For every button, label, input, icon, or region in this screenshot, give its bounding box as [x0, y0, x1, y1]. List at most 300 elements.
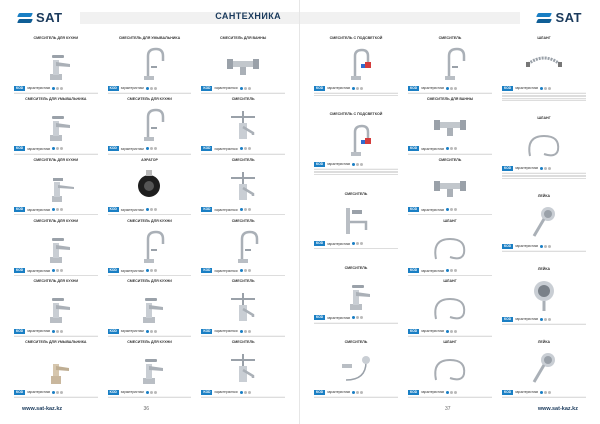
rating-dot	[446, 147, 449, 150]
rating-dot	[150, 330, 153, 333]
rating-dot	[356, 87, 359, 90]
table-row	[201, 153, 285, 154]
table-row	[14, 92, 98, 93]
rating-dot	[244, 330, 247, 333]
variant-table	[408, 214, 492, 216]
characteristics-label: характеристики	[515, 390, 539, 395]
rating-dots	[240, 147, 251, 150]
table-cell	[42, 153, 70, 154]
table-cell	[108, 92, 136, 93]
product-column	[314, 36, 398, 398]
product-code-label: KOD	[16, 207, 24, 212]
product-code-label: KOD	[504, 165, 512, 170]
rating-dot	[244, 208, 247, 211]
rating-dot	[446, 87, 449, 90]
table-cell	[558, 396, 586, 397]
product-info-bar	[314, 85, 398, 91]
product-card[interactable]	[502, 194, 586, 252]
product-name: СМЕСИТЕЛЬ	[438, 36, 462, 40]
product-info-bar	[314, 389, 398, 395]
product-code-label: KOD	[16, 328, 24, 333]
table-row	[314, 173, 398, 175]
rating-dot	[360, 316, 363, 319]
product-code-label: KOD	[316, 241, 324, 246]
rating-dot	[244, 147, 247, 150]
product-card[interactable]	[14, 340, 98, 398]
product-card[interactable]	[314, 192, 398, 250]
characteristics-label: характеристики	[515, 86, 539, 90]
rating-dot	[52, 391, 55, 394]
product-info-bar	[201, 328, 285, 334]
product-info-bar	[502, 316, 586, 322]
rating-dots	[240, 391, 251, 394]
faucet-gooseneck-icon	[108, 106, 192, 144]
table-cell	[502, 177, 530, 179]
characteristics-label: характеристики	[515, 244, 539, 249]
rating-dot	[154, 208, 157, 211]
product-info-bar	[502, 243, 586, 249]
product-card[interactable]	[502, 36, 586, 101]
faucet-lever-icon	[108, 288, 192, 326]
rating-dot	[544, 391, 547, 394]
table-row	[408, 275, 492, 276]
rating-dot	[352, 242, 355, 245]
product-info-bar	[14, 389, 98, 395]
table-cell	[163, 335, 191, 336]
product-code-label: KOD	[203, 207, 211, 212]
table-row	[108, 92, 192, 93]
table-cell	[14, 92, 42, 93]
product-name: СМЕСИТЕЛЬ	[344, 265, 368, 270]
table-cell	[108, 214, 136, 215]
product-code-label: KOD	[410, 268, 418, 273]
product-code-label: KOD	[316, 161, 324, 166]
product-card[interactable]	[14, 219, 98, 277]
characteristics-label: характеристики	[327, 86, 351, 90]
product-card[interactable]	[201, 219, 285, 277]
rating-dot	[548, 87, 551, 90]
table-cell	[436, 92, 464, 93]
shower-head-round-icon	[502, 276, 586, 314]
table-cell	[314, 396, 342, 397]
table-cell	[464, 92, 492, 93]
rating-dots	[240, 208, 251, 211]
product-code-label: KOD	[203, 268, 211, 273]
product-name: ЛЕЙКА	[537, 194, 551, 199]
table-cell	[257, 335, 285, 336]
table-cell	[257, 92, 285, 93]
rating-dot	[450, 87, 453, 90]
rating-dots	[146, 391, 157, 394]
table-cell	[370, 322, 398, 323]
product-card[interactable]	[14, 279, 98, 337]
rating-dot	[352, 163, 355, 166]
characteristics-label: характеристики	[120, 146, 144, 151]
product-name: СМЕСИТЕЛЬ	[231, 157, 255, 162]
table-cell	[436, 396, 464, 397]
table-cell	[408, 396, 436, 397]
rating-dot	[244, 269, 247, 272]
rating-dots	[146, 87, 157, 90]
table-cell	[14, 275, 42, 276]
table-cell	[370, 173, 398, 175]
characteristics-label: характеристики	[327, 390, 351, 395]
brand-logo	[18, 10, 63, 25]
characteristics-label: характеристики	[421, 329, 445, 334]
product-name: СМЕСИТЕЛЬ ДЛЯ КУХНИ	[33, 157, 79, 162]
product-card[interactable]	[201, 158, 285, 216]
product-card[interactable]	[201, 279, 285, 337]
table-cell	[70, 153, 98, 154]
rating-dot	[360, 391, 363, 394]
rating-dot	[150, 87, 153, 90]
table-row	[314, 93, 398, 95]
product-card[interactable]	[108, 279, 192, 337]
rating-dots	[52, 208, 63, 211]
product-info-bar	[502, 389, 586, 395]
product-card[interactable]	[314, 36, 398, 96]
product-name: СМЕСИТЕЛЬ ДЛЯ КУХНИ	[33, 36, 79, 40]
faucet-lever-icon	[14, 106, 98, 144]
product-name: ШЛАНГ	[537, 116, 551, 121]
rating-dot	[150, 208, 153, 211]
table-cell	[257, 275, 285, 276]
product-card[interactable]	[108, 219, 192, 277]
table-row	[201, 335, 285, 336]
hose-icon	[408, 228, 492, 266]
rating-dot	[454, 330, 457, 333]
table-row	[14, 335, 98, 336]
rating-dot	[56, 391, 59, 394]
product-code-label: KOD	[203, 328, 211, 333]
product-info-bar	[108, 85, 192, 91]
product-info-bar	[201, 389, 285, 395]
product-name: ЛЕЙКА	[537, 267, 551, 272]
rating-dots	[146, 147, 157, 150]
variant-table	[502, 92, 586, 101]
product-info-bar	[408, 207, 492, 213]
product-info-bar	[408, 146, 492, 152]
product-card[interactable]	[108, 340, 192, 398]
table-cell	[70, 335, 98, 336]
variant-table	[408, 153, 492, 155]
characteristics-label: характеристики	[27, 329, 51, 334]
table-row	[408, 92, 492, 93]
product-name: СМЕСИТЕЛЬ	[438, 157, 462, 162]
variant-table	[408, 275, 492, 277]
characteristics-label: характеристики	[27, 86, 51, 90]
table-row	[108, 396, 192, 397]
table-cell	[70, 396, 98, 397]
variant-table	[14, 275, 98, 277]
product-card[interactable]	[108, 36, 192, 94]
table-row	[502, 177, 586, 179]
table-row	[314, 322, 398, 323]
rating-dot	[146, 147, 149, 150]
product-name: ЛЕЙКА	[537, 340, 551, 345]
product-card[interactable]	[14, 158, 98, 216]
braided-hose-icon	[502, 45, 586, 83]
rating-dot	[60, 208, 63, 211]
table-row	[314, 248, 398, 249]
rating-dot	[146, 330, 149, 333]
hose-icon	[408, 349, 492, 387]
rating-dot	[240, 147, 243, 150]
product-name: СМЕСИТЕЛЬ ДЛЯ КУХНИ	[127, 96, 172, 101]
product-card[interactable]	[502, 340, 586, 398]
variant-table	[201, 275, 285, 277]
rating-dot	[450, 147, 453, 150]
table-cell	[229, 396, 257, 397]
characteristics-label: характеристики	[327, 241, 351, 246]
rating-dot	[240, 391, 243, 394]
variant-table	[502, 396, 586, 398]
product-name: СМЕСИТЕЛЬ ДЛЯ УМЫВАЛЬНИКА	[25, 340, 87, 345]
table-cell	[436, 335, 464, 336]
product-info-bar	[201, 85, 285, 91]
rating-dot	[454, 147, 457, 150]
characteristics-label: характеристики	[214, 268, 238, 273]
rating-dot	[450, 208, 453, 211]
faucet-lever-icon	[14, 228, 98, 266]
rating-dots	[352, 87, 363, 90]
rating-dot	[248, 391, 251, 394]
rating-dots	[540, 87, 551, 90]
faucet-wall-icon	[314, 201, 398, 239]
variant-table	[14, 153, 98, 155]
table-cell	[408, 275, 436, 276]
product-info-bar	[201, 268, 285, 274]
rating-dot	[146, 87, 149, 90]
rating-dot	[352, 391, 355, 394]
table-row	[408, 153, 492, 154]
rating-dot	[154, 330, 157, 333]
table-cell	[229, 335, 257, 336]
rating-dot	[248, 87, 251, 90]
table-cell	[408, 214, 436, 215]
rating-dot	[540, 391, 543, 394]
product-grid	[314, 36, 586, 398]
variant-table	[502, 250, 586, 252]
variant-table	[314, 168, 398, 175]
variant-table	[314, 322, 398, 324]
table-cell	[370, 248, 398, 249]
product-card[interactable]	[502, 116, 586, 179]
table-cell	[464, 153, 492, 154]
characteristics-label: характеристики	[421, 86, 445, 90]
rating-dot	[544, 87, 547, 90]
product-card[interactable]	[201, 97, 285, 155]
variant-table	[314, 248, 398, 250]
product-card[interactable]	[502, 267, 586, 325]
characteristics-label: характеристики	[421, 390, 445, 395]
product-code-label: KOD	[109, 389, 117, 394]
table-cell	[14, 335, 42, 336]
rating-dot	[352, 316, 355, 319]
product-name: СМЕСИТЕЛЬ ДЛЯ ВАННЫ	[220, 36, 267, 40]
table-row	[108, 335, 192, 336]
rating-dots	[52, 330, 63, 333]
variant-table	[201, 396, 285, 398]
variant-table	[201, 153, 285, 155]
table-cell	[14, 153, 42, 154]
product-card[interactable]	[408, 219, 492, 277]
rating-dot	[56, 269, 59, 272]
table-cell	[370, 93, 398, 95]
variant-table	[502, 323, 586, 325]
product-info-bar	[314, 241, 398, 247]
rating-dot	[154, 147, 157, 150]
rating-dots	[446, 391, 457, 394]
table-cell	[558, 99, 586, 101]
rating-dot	[454, 87, 457, 90]
characteristics-label: характеристики	[515, 317, 539, 322]
rating-dot	[360, 242, 363, 245]
rating-dots	[352, 242, 363, 245]
rating-dot	[146, 208, 149, 211]
product-name: СМЕСИТЕЛЬ ДЛЯ УМЫВАЛЬНИКА	[118, 36, 181, 40]
product-info-bar	[14, 328, 98, 334]
table-cell	[201, 92, 229, 93]
faucet-long-spout-icon	[14, 167, 98, 205]
rating-dot	[248, 208, 251, 211]
product-info-bar	[108, 146, 192, 152]
variant-table	[108, 335, 192, 337]
rating-dot	[146, 269, 149, 272]
product-card[interactable]	[408, 158, 492, 216]
product-card[interactable]	[14, 97, 98, 155]
table-row	[201, 214, 285, 215]
rating-dot	[544, 245, 547, 248]
shower-head-icon	[502, 203, 586, 241]
product-card[interactable]	[201, 340, 285, 398]
table-row	[502, 323, 586, 324]
rating-dots	[52, 87, 63, 90]
product-card[interactable]	[314, 340, 398, 398]
product-info-bar	[108, 389, 192, 395]
product-info-bar	[314, 315, 398, 321]
rating-dot	[446, 391, 449, 394]
table-cell	[163, 153, 191, 154]
characteristics-label: характеристики	[421, 146, 445, 151]
table-cell	[502, 99, 530, 101]
product-code-label: KOD	[316, 389, 324, 394]
rating-dot	[154, 391, 157, 394]
product-card[interactable]	[314, 112, 398, 175]
product-code-label: KOD	[316, 315, 324, 320]
rating-dot	[52, 330, 55, 333]
product-name: СМЕСИТЕЛЬ ДЛЯ КУХНИ	[127, 279, 172, 284]
rating-dot	[60, 147, 63, 150]
page-number: 36	[143, 406, 149, 412]
brand-logo	[537, 10, 582, 25]
footer-url[interactable]: www.sat-kaz.kz	[537, 406, 578, 412]
rating-dot	[248, 147, 251, 150]
rating-dot	[540, 167, 543, 170]
rating-dots	[52, 269, 63, 272]
variant-table	[108, 153, 192, 155]
table-cell	[201, 153, 229, 154]
product-info-bar	[502, 85, 586, 91]
rating-dots	[352, 163, 363, 166]
footer-url[interactable]: www.sat-kaz.kz	[22, 406, 63, 412]
rating-dot	[150, 391, 153, 394]
table-cell	[502, 323, 530, 324]
product-card[interactable]	[408, 36, 492, 94]
characteristics-label: характеристики	[421, 207, 445, 212]
variant-table	[314, 396, 398, 398]
variant-table	[14, 214, 98, 216]
product-card[interactable]	[408, 279, 492, 337]
faucet-cross-icon	[201, 288, 285, 326]
hose-icon	[502, 125, 586, 163]
sat-logo-icon	[537, 12, 551, 24]
product-card[interactable]	[314, 266, 398, 324]
product-card[interactable]	[408, 97, 492, 155]
faucet-bath-icon	[408, 167, 492, 205]
product-card[interactable]	[14, 36, 98, 94]
product-card[interactable]	[408, 340, 492, 398]
product-card[interactable]	[108, 97, 192, 155]
variant-table	[502, 172, 586, 179]
product-column	[408, 36, 492, 398]
rating-dot	[60, 87, 63, 90]
characteristics-label: характеристики	[120, 329, 144, 334]
table-cell	[530, 177, 558, 179]
faucet-lever-icon	[14, 45, 98, 83]
product-info-bar	[314, 161, 398, 167]
characteristics-label: характеристики	[327, 162, 351, 167]
rating-dots	[446, 330, 457, 333]
section-title: САНТЕХНИКА	[215, 11, 281, 21]
table-cell	[502, 396, 530, 397]
product-code-label: KOD	[203, 85, 211, 90]
variant-table	[14, 92, 98, 94]
product-name: СМЕСИТЕЛЬ	[344, 340, 368, 345]
rating-dot	[240, 330, 243, 333]
table-cell	[342, 322, 370, 323]
product-name: СМЕСИТЕЛЬ	[344, 191, 368, 196]
characteristics-label: характеристики	[515, 166, 539, 171]
rating-dots	[540, 391, 551, 394]
rating-dot	[356, 163, 359, 166]
rating-dot	[450, 391, 453, 394]
product-code-label: KOD	[109, 207, 117, 212]
shower-head-icon	[502, 349, 586, 387]
characteristics-label: характеристики	[327, 315, 351, 320]
table-cell	[201, 335, 229, 336]
product-code-label: KOD	[109, 146, 117, 151]
table-cell	[342, 396, 370, 397]
variant-table	[108, 214, 192, 216]
characteristics-label: характеристики	[27, 146, 51, 151]
table-cell	[502, 250, 530, 251]
table-cell	[464, 335, 492, 336]
rating-dot	[248, 330, 251, 333]
product-name: СМЕСИТЕЛЬ ДЛЯ КУХНИ	[33, 279, 79, 284]
product-card[interactable]	[201, 36, 285, 94]
product-code-label: KOD	[504, 389, 512, 394]
rating-dot	[360, 163, 363, 166]
table-cell	[229, 153, 257, 154]
faucet-led-icon	[314, 121, 398, 159]
aerator-black-icon	[108, 167, 192, 205]
table-cell	[136, 153, 164, 154]
product-name: СМЕСИТЕЛЬ	[231, 279, 255, 284]
variant-table	[14, 396, 98, 398]
table-cell	[136, 335, 164, 336]
product-card[interactable]	[108, 158, 192, 216]
